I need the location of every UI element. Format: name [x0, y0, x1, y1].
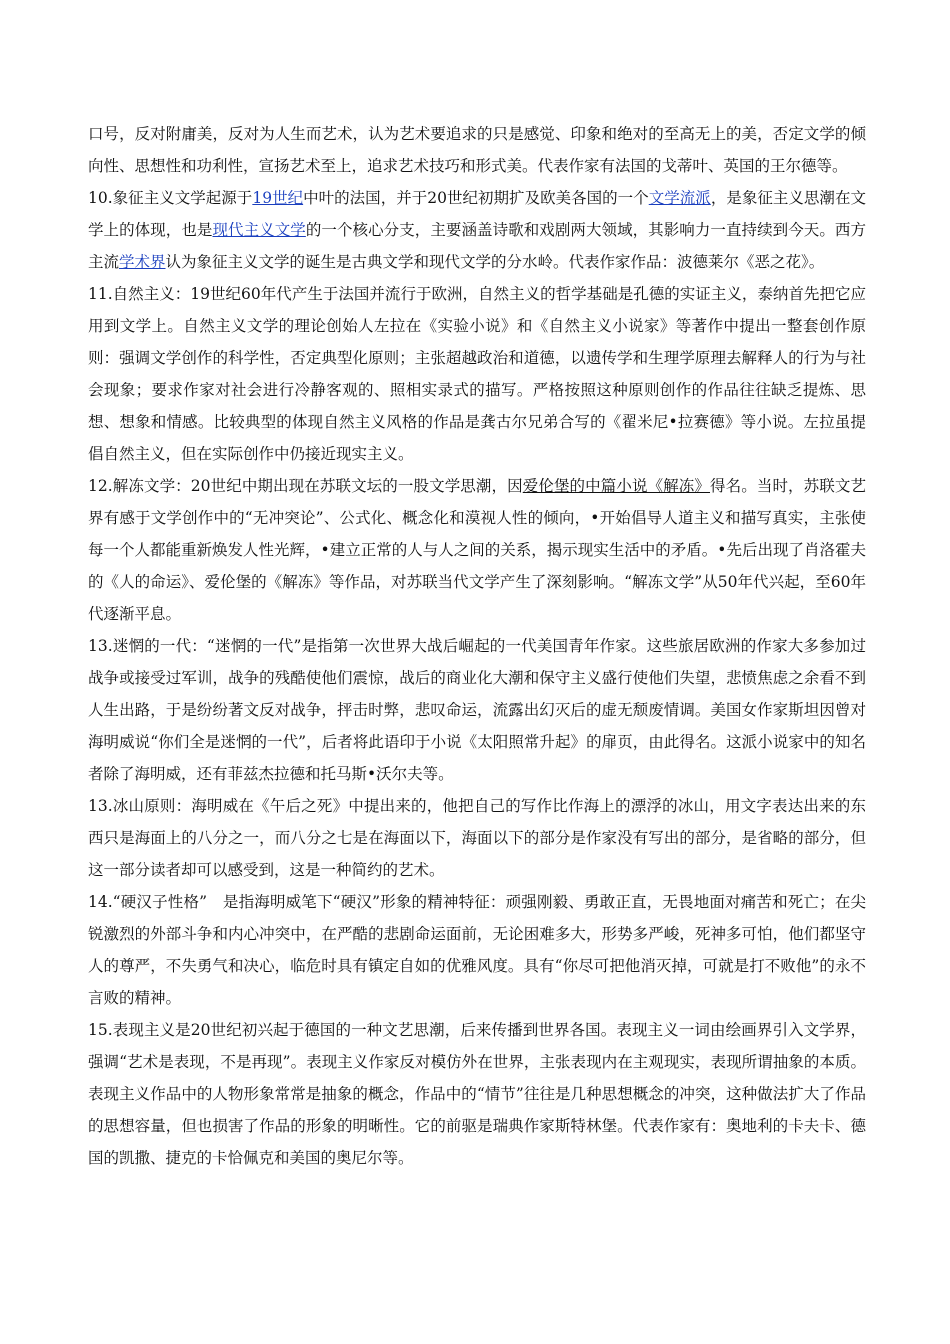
paragraph-thaw-literature [88, 470, 866, 630]
paragraph-text: 11.自然主义：19世纪60年代产生于法国并流行于欧洲，自然主义的哲学基础是孔德的实证主义，泰纳首先把它应用到文学上。自然主义文学的理论创始人左拉在《实验小说》和《自然主义小说家》等著作中提出一整套创作原则：强调文学创作的科学性，否定典型化原则；主张超越政治和道德，以遗传学和生理学原理去解释人的行为与社会现象；要求作家对社会进行冷静客观的、照相实录式的描写。严格按照这种原则创作的作品往往缺乏提炼、思想、想象和情感。比较典型的体现自然主义风格的作品是龚古尔兄弟合写的《翟米尼•拉赛德》等小说。左拉虽提倡自然主义，但在实际创作中仍接近现实主义。 [88, 285, 866, 463]
paragraph-symbolism [88, 182, 866, 278]
paragraph-text: 中叶的法国，并于20世纪初期扩及欧美各国的一个 [303, 189, 649, 207]
paragraph-text: 10.象征主义文学起源于 [88, 189, 253, 207]
paragraph-text: 得名。当时，苏联文艺界有感于文学创作中的“无冲突论”、公式化、概念化和漠视人性的倾向，•开始倡导人道主义和描写真实，主张使每一个人都能重新焕发人性光辉，•建立正常的人与人之间的关系，揭示现实生活中的矛盾。•先后出现了肖洛霍夫的《人的命运》、爱伦堡的《解冻》等作品，对苏联当代文学产生了深刻影响。“解冻文学”从50年代兴起，至60年代逐渐平息。 [88, 477, 866, 623]
paragraph-aestheticism-continued [88, 118, 866, 182]
paragraph-lost-generation [88, 630, 866, 790]
paragraph-text: 的一个核心分支，主要涵盖诗歌和戏剧两大领域，其影响力一直持续到今天。西方主流 [88, 221, 866, 271]
link-modernist-literature[interactable]: 现代主义文学 [212, 221, 306, 239]
paragraph-text: 12.解冻文学：20世纪中期出现在苏联文坛的一股文学思潮，因 [88, 477, 523, 495]
underlined-text-ehrenburg-thaw: 爱伦堡的中篇小说《解冻》 [522, 477, 711, 495]
paragraph-text: ，是象征主义思潮在文学上的体现，也是 [88, 189, 866, 239]
paragraph-naturalism [88, 278, 866, 470]
paragraph-iceberg-principle [88, 790, 866, 886]
paragraph-text: 认为象征主义文学的诞生是古典文学和现代文学的分水岭。代表作家作品：波德莱尔《恶之花》。 [165, 253, 825, 271]
paragraph-text: 14.“硬汉子性格” 是指海明威笔下“硬汉”形象的精神特征：顽强刚毅、勇敢正直，无畏地面对痛苦和死亡；在尖锐激烈的外部斗争和内心冲突中，在严酷的悲剧命运面前，无论困难多大，形势多严峻，死神多可怕，他们都坚守人的尊严，不失勇气和决心，临危时具有镇定自如的优雅风度。具有“你尽可把他消灭掉，可就是打不败他”的永不言败的精神。 [88, 893, 866, 1007]
link-academia[interactable]: 学术界 [119, 253, 166, 271]
paragraph-text: 15.表现主义是20世纪初兴起于德国的一种文艺思潮，后来传播到世界各国。表现主义一词由绘画界引入文学界，强调“艺术是表现，不是再现”。表现主义作家反对模仿外在世界，主张表现内在主观现实，表现所谓抽象的本质。表现主义作品中的人物形象常常是抽象的概念，作品中的“情节”往往是几种思想概念的冲突，这种做法扩大了作品的思想容量，但也损害了作品的形象的明晰性。它的前驱是瑞典作家斯特林堡。代表作家有：奥地利的卡夫卡、德国的凯撒、捷克的卡恰佩克和美国的奥尼尔等。 [88, 1021, 866, 1167]
paragraph-expressionism [88, 1014, 866, 1174]
link-19th-century[interactable]: 19世纪 [252, 189, 304, 207]
document-body [88, 118, 866, 1174]
paragraph-tough-guy-character [88, 886, 866, 1014]
paragraph-text: 13.冰山原则：海明威在《午后之死》中提出来的，他把自己的写作比作海上的漂浮的冰山，用文字表达出来的东西只是海面上的八分之一，而八分之七是在海面以下，海面以下的部分是作家没有写出的部分，是省略的部分，但这一部分读者却可以感受到，这是一种简约的艺术。 [88, 797, 866, 879]
link-literary-school[interactable]: 文学流派 [648, 189, 711, 207]
paragraph-text: 13.迷惘的一代：“迷惘的一代”是指第一次世界大战后崛起的一代美国青年作家。这些旅居欧洲的作家大多参加过战争或接受过军训，战争的残酷使他们震惊，战后的商业化大潮和保守主义盛行使他们失望，悲愤焦虑之余看不到人生出路，于是纷纷著文反对战争，抨击时弊，悲叹命运，流露出幻灭后的虚无颓废情调。美国女作家斯坦因曾对海明威说“你们全是迷惘的一代”，后者将此语印于小说《太阳照常升起》的扉页，由此得名。这派小说家中的知名者除了海明威，还有菲兹杰拉德和托马斯•沃尔夫等。 [88, 637, 866, 783]
paragraph-text: 口号，反对附庸美，反对为人生而艺术，认为艺术要追求的只是感觉、印象和绝对的至高无上的美，否定文学的倾向性、思想性和功利性，宣扬艺术至上，追求艺术技巧和形式美。代表作家有法国的戈蒂叶、英国的王尔德等。 [88, 125, 866, 175]
